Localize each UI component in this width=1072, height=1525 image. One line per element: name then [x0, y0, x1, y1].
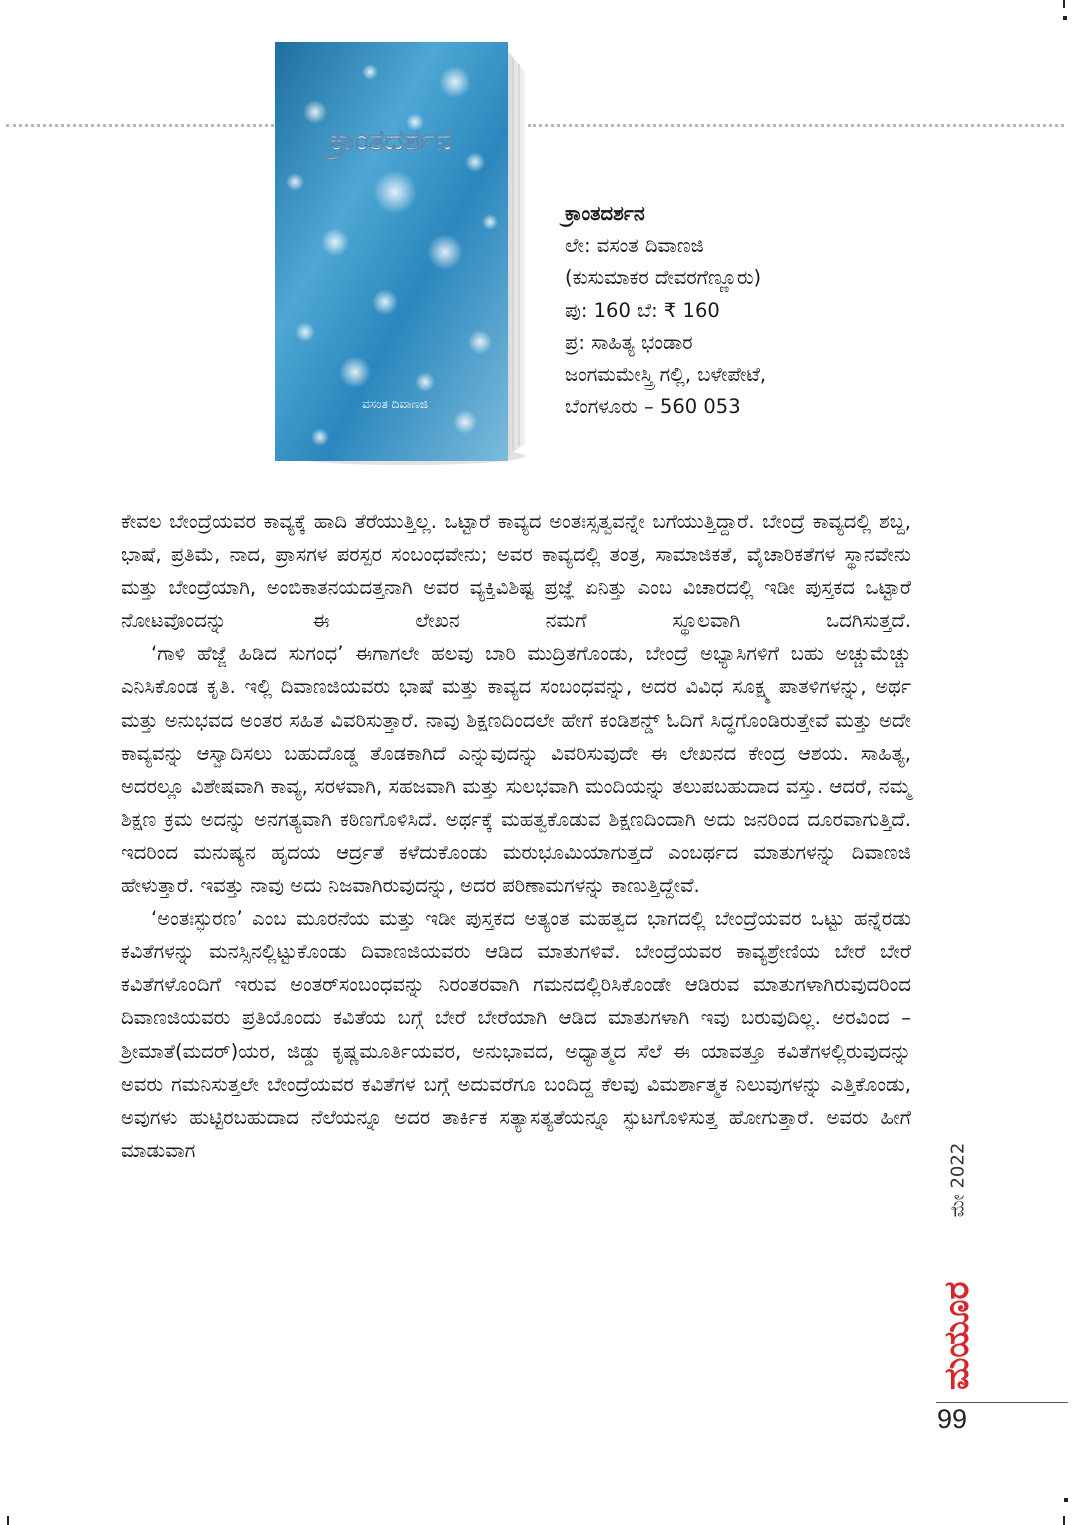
- publisher-address-line-2: ಬೆಂಗಳೂರು – 560 053: [565, 395, 741, 419]
- publisher-address-line-1: ಜಂಗಮಮೇಸ್ತ್ರಿ ಗಲ್ಲಿ, ಬಳೇಪೇಟೆ,: [565, 363, 767, 387]
- footer-rule: [936, 1402, 1068, 1403]
- book-author: ಲೇ: ವಸಂತ ದಿವಾಣಜಿ: [565, 234, 704, 258]
- book-pages-price: ಪು: 160 ಬೆ: ₹ 160: [565, 298, 720, 322]
- cover-author: ವಸಂತ ದಿವಾಣಜಿ: [362, 397, 428, 411]
- cover-title: ಕ್ರಾಂತದರ್ಶನ: [329, 123, 453, 158]
- dotted-divider-right: [528, 124, 1064, 127]
- article-paragraph-1: ಕೇವಲ ಬೇಂದ್ರೆಯವರ ಕಾವ್ಯಕ್ಕೆ ಹಾದಿ ತೆರೆಯುತ್ತಿಲ್ಲ. ಒಟ್ಟಾರೆ ಕಾವ್ಯದ ಅಂತಃಸ್ಸತ್ವವನ್ನೇ ಬಗೆಯುತ್ತಿದ್ದಾರೆ. ಬೇಂದ್ರೆ ಕಾವ್ಯದಲ್ಲಿ ಶಬ್ದ, ಭಾಷೆ, ಪ್ರತಿಮೆ, ನಾದ, ಪ್ರಾಸಗಳ ಪರಸ್ಪರ ಸಂಬಂಧವೇನು; ಅವರ ಕಾವ್ಯದಲ್ಲಿ ತಂತ್ರ, ಸಾಮಾಜಿಕತೆ, ವೈಚಾರಿಕತೆಗಳ ಸ್ಥಾನವೇನು ಮತ್ತು ಬೇಂದ್ರೆಯಾಗಿ, ಅಂಬಿಕಾತನಯದತ್ತನಾಗಿ ಅವರ ವ್ಯಕ್ತಿವಿಶಿಷ್ಟ ಪ್ರಜ್ಞೆ ಏನಿತ್ತು ಎಂಬ ವಿಚಾರದಲ್ಲಿ ಇಡೀ ಪುಸ್ತಕದ ಒಟ್ಟಾರೆ ನೋಟವೊಂದನ್ನು ಈ ಲೇಖನ ನಮಗೆ ಸ್ಥೂಲವಾಗಿ ಒದಗಿಸುತ್ತದೆ.: [121, 510, 912, 633]
- magazine-logo: [934, 1262, 978, 1394]
- book-title: ಕ್ರಾಂತದರ್ಶನ: [565, 202, 645, 225]
- article-paragraph-3: ‘ಅಂತಃಸ್ಫುರಣ’ ಎಂಬ ಮೂರನೆಯ ಮತ್ತು ಇಡೀ ಪುಸ್ತಕದ ಅತ್ಯಂತ ಮಹತ್ವದ ಭಾಗದಲ್ಲಿ ಬೇಂದ್ರೆಯವರ ಒಟ್ಟು ಹನ್ನೆರಡು ಕವಿತೆಗಳನ್ನು ಮನಸ್ಸಿನಲ್ಲಿಟ್ಟುಕೊಂಡು ದಿವಾಣಜಿಯವರು ಆಡಿದ ಮಾತುಗಳಿವೆ. ಬೇಂದ್ರೆಯವರ ಕಾವ್ಯಶ್ರೇಣಿಯ ಬೇರೆ ಬೇರೆ ಕವಿತೆಗಳೊಂದಿಗೆ ಇರುವ ಅಂತರ್‌ಸಂಬಂಧವನ್ನು ನಿರಂತರವಾಗಿ ಗಮನದಲ್ಲಿರಿಸಿಕೊಂಡೇ ಆಡಿರುವ ಮಾತುಗಳಾಗಿರುವುದರಿಂದ ದಿವಾಣಜಿಯವರು ಪ್ರತಿಯೊಂದು ಕವಿತೆಯ ಬಗ್ಗೆ ಬೇರೆ ಬೇರೆಯಾಗಿ ಆಡಿದ ಮಾತುಗಳಾಗಿ ಇವು ಬರುವುದಿಲ್ಲ. ಅರವಿಂದ – ಶ್ರೀಮಾತೆ(ಮದರ್)ಯರ, ಜಿಡ್ಡು ಕೃಷ್ಣಮೂರ್ತಿಯವರ, ಅನುಭಾವದ, ಅಧ್ಯಾತ್ಮದ ಸೆಲೆ ಈ ಯಾವತ್ತೂ ಕವಿತೆಗಳಲ್ಲಿರುವುದನ್ನು ಅವರು ಗಮನಿಸುತ್ತಲೇ ಬೇಂದ್ರೆಯವರ ಕವಿತೆಗಳ ಬಗ್ಗೆ ಅದುವರೆಗೂ ಬಂದಿದ್ದ ಕೆಲವು ವಿಮರ್ಶಾತ್ಮಕ ನಿಲುವುಗಳನ್ನು ಎತ್ತಿಕೊಂಡು, ಅವುಗಳು ಹುಟ್ಟಿರಬಹುದಾದ ನೆಲೆಯನ್ನೂ ಅದರ ತಾರ್ಕಿಕ ಸತ್ಯಾಸತ್ಯತೆಯನ್ನೂ ಸ್ಫುಟಗೊಳಿಸುತ್ತ ಹೋಗುತ್ತಾರೆ. ಅವರು ಹೀಗೆ ಮಾಡುವಾಗ: [121, 907, 911, 1162]
- book-author-alias: (ಕುಸುಮಾಕರ ದೇವರಗೆಣ್ಣೂರು): [565, 266, 762, 290]
- magazine-name: ಮಯೂರ: [937, 1281, 977, 1390]
- article-paragraph-2: ‘ಗಾಳಿ ಹೆಜ್ಜೆ ಹಿಡಿದ ಸುಗಂಧ’ ಈಗಾಗಲೇ ಹಲವು ಬಾರಿ ಮುದ್ರಿತಗೊಂಡು, ಬೇಂದ್ರೆ ಅಭ್ಯಾಸಿಗಳಿಗೆ ಬಹು ಅಚ್ಚುಮೆಚ್ಚು ಎನಿಸಿಕೊಂಡ ಕೃತಿ. ಇಲ್ಲಿ ದಿವಾಣಜಿಯವರು ಭಾಷೆ ಮತ್ತು ಕಾವ್ಯದ ಸಂಬಂಧವನ್ನು, ಅದರ ವಿವಿಧ ಸೂಕ್ಷ್ಮ ಪಾತಳಿಗಳನ್ನು, ಅರ್ಥ ಮತ್ತು ಅನುಭವದ ಅಂತರ ಸಹಿತ ವಿವರಿಸುತ್ತಾರೆ. ನಾವು ಶಿಕ್ಷಣದಿಂದಲೇ ಹೇಗೆ ಕಂಡಿಶನ್ಡ್ ಓದಿಗೆ ಸಿದ್ಧಗೊಂಡಿರುತ್ತೇವೆ ಮತ್ತು ಅದೇ ಕಾವ್ಯವನ್ನು ಆಸ್ವಾದಿಸಲು ಬಹುದೊಡ್ಡ ತೊಡಕಾಗಿದೆ ಎನ್ನುವುದನ್ನು ವಿವರಿಸುವುದೇ ಈ ಲೇಖನದ ಕೇಂದ್ರ ಆಶಯ. ಸಾಹಿತ್ಯ, ಅದರಲ್ಲೂ ವಿಶೇಷವಾಗಿ ಕಾವ್ಯ, ಸರಳವಾಗಿ, ಸಹಜವಾಗಿ ಮತ್ತು ಸುಲಭವಾಗಿ ಮಂದಿಯನ್ನು ತಲುಪಬಹುದಾದ ವಸ್ತು. ಆದರೆ, ನಮ್ಮ ಶಿಕ್ಷಣ ಕ್ರಮ ಅದನ್ನು ಅನಗತ್ಯವಾಗಿ ಕಠಿಣಗೊಳಿಸಿದೆ. ಅರ್ಥಕ್ಕೆ ಮಹತ್ವಕೊಡುವ ಶಿಕ್ಷಣದಿಂದಾಗಿ ಅದು ಜನರಿಂದ ದೂರವಾಗುತ್ತಿದೆ. ಇದರಿಂದ ಮನುಷ್ಯನ ಹೃದಯ ಆರ್ದ್ರತೆ ಕಳೆದುಕೊಂಡು ಮರುಭೂಮಿಯಾಗುತ್ತದೆ ಎಂಬರ್ಥದ ಮಾತುಗಳನ್ನು ದಿವಾಣಜಿ ಹೇಳುತ್ತಾರೆ. ಇವತ್ತು ನಾವು ಅದು ನಿಜವಾಗಿರುವುದನ್ನು, ಅದರ ಪರಿಣಾಮಗಳನ್ನು ಕಾಣುತ್ತಿದ್ದೇವೆ.: [121, 642, 911, 898]
- crop-mark: [1063, 0, 1065, 8]
- book-info: [565, 198, 766, 423]
- dotted-divider-left: [6, 124, 274, 127]
- crop-mark: [1064, 1498, 1068, 1502]
- page-number: 99: [937, 1404, 968, 1434]
- crop-mark: [1063, 16, 1067, 20]
- book-cover: [275, 42, 525, 467]
- crop-mark: [7, 1516, 9, 1525]
- issue-date: ಮೇ 2022: [947, 1142, 969, 1218]
- crop-mark: [1063, 1516, 1065, 1525]
- book-publisher: ಪ್ರ: ಸಾಹಿತ್ಯ ಭಂಡಾರ: [565, 330, 693, 354]
- article-body: [121, 505, 911, 1167]
